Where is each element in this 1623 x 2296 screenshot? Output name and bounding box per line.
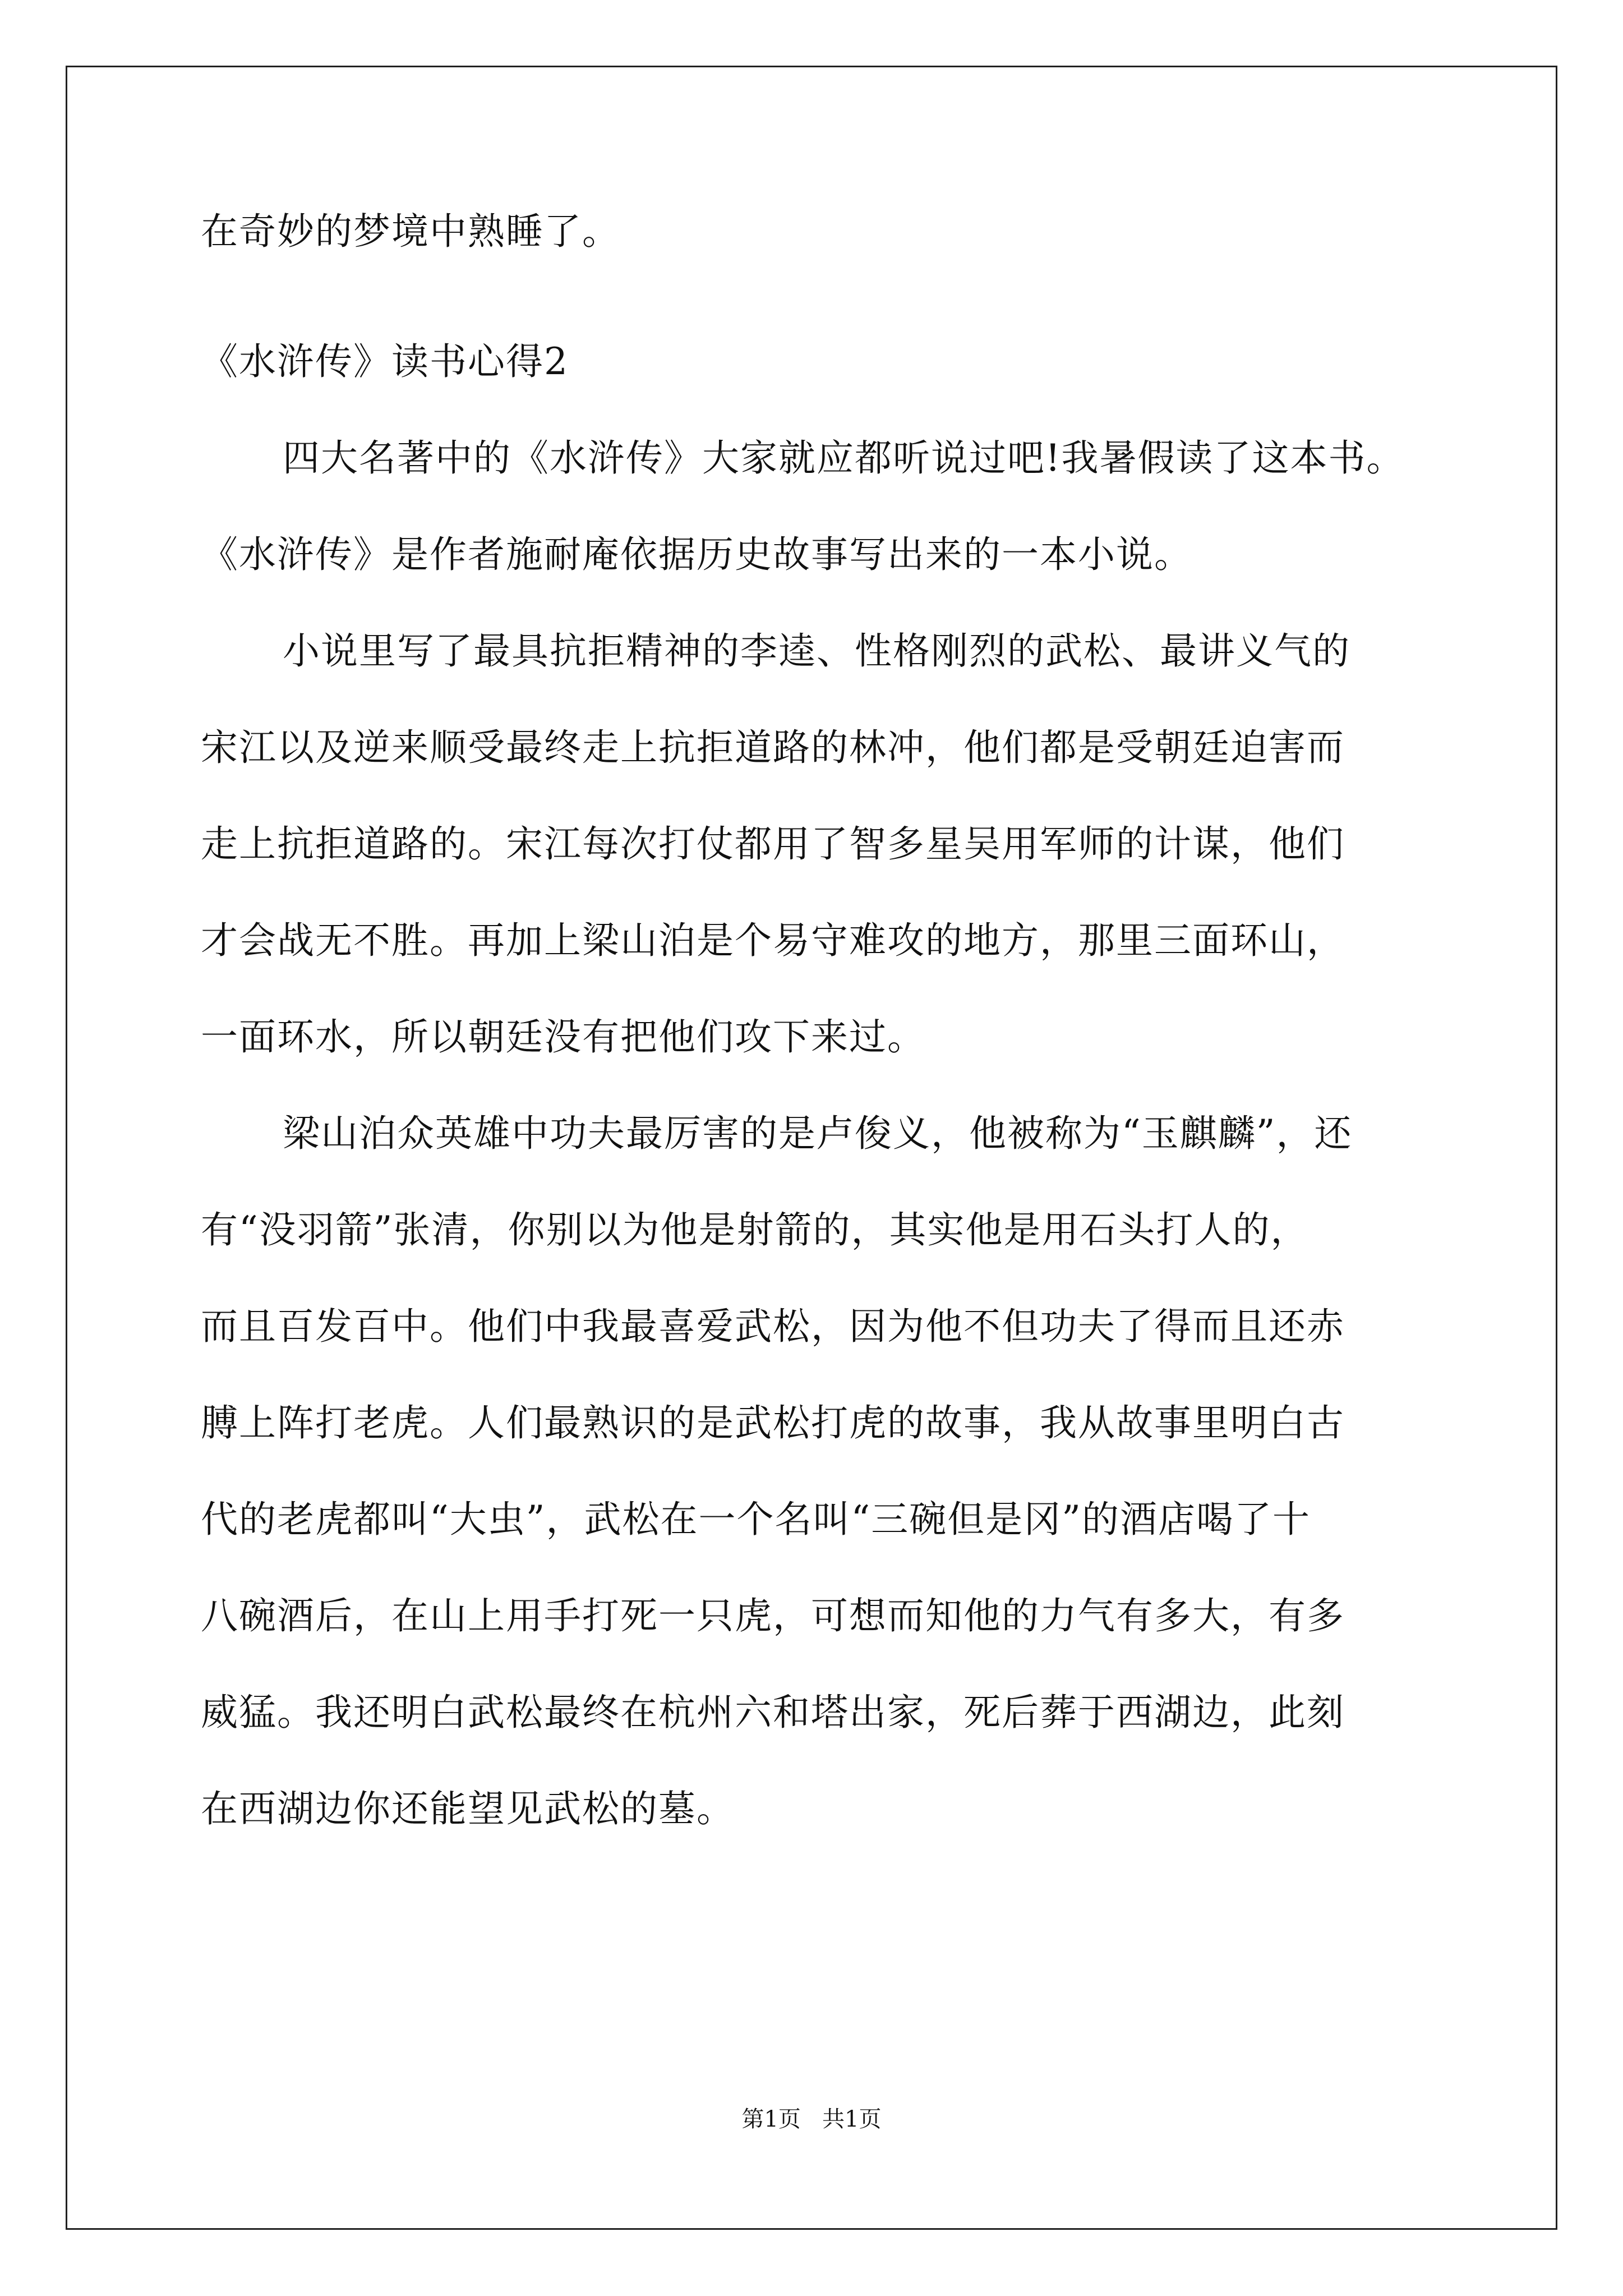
text-line: 宋江以及逆来顺受最终走上抗拒道路的林冲，他们都是受朝廷迫害而 <box>201 726 1345 769</box>
text-line: 有“没羽箭”张清，你别以为他是射箭的，其实他是用石头打人的， <box>201 1208 1309 1251</box>
text-line: 一面环水，所以朝廷没有把他们攻下来过。 <box>201 1015 925 1059</box>
text-line: 《水浒传》是作者施耐庵依据历史故事写出来的一本小说。 <box>201 533 1192 576</box>
text-line: 走上抗拒道路的。宋江每次打仗都用了智多星吴用军师的计谋，他们 <box>201 822 1345 866</box>
text-line: 小说里写了最具抗拒精神的李逵、性格刚烈的武松、最讲义气的 <box>283 629 1350 673</box>
text-line: 在奇妙的梦境中熟睡了。 <box>201 210 620 253</box>
text-line: 膊上阵打老虎。人们最熟识的是武松打虎的故事，我从故事里明白古 <box>201 1401 1345 1444</box>
page-footer: 第1页 共1页 <box>741 2106 882 2132</box>
text-line: 才会战无不胜。再加上梁山泊是个易守难攻的地方，那里三面环山， <box>201 919 1345 962</box>
text-line: 在西湖边你还能望见武松的墓。 <box>201 1787 735 1830</box>
text-line: 威猛。我还明白武松最终在杭州六和塔出家，死后葬于西湖边，此刻 <box>201 1691 1345 1734</box>
document-body <box>201 210 1435 1830</box>
text-line: 而且百发百中。他们中我最喜爱武松，因为他不但功夫了得而且还赤 <box>201 1305 1345 1348</box>
text-line: 代的老虎都叫“大虫”，武松在一个名叫“三碗但是冈”的酒店喝了十 <box>201 1498 1311 1541</box>
text-line: 四大名著中的《水浒传》大家就应都听说过吧!我暑假读了这本书。 <box>283 436 1405 480</box>
text-line: 八碗酒后，在山上用手打死一只虎，可想而知他的力气有多大，有多 <box>201 1594 1345 1637</box>
section-heading: 《水浒传》读书心得2 <box>201 340 569 383</box>
text-line: 梁山泊众英雄中功夫最厉害的是卢俊义，他被称为“玉麒麟”，还 <box>283 1112 1353 1155</box>
